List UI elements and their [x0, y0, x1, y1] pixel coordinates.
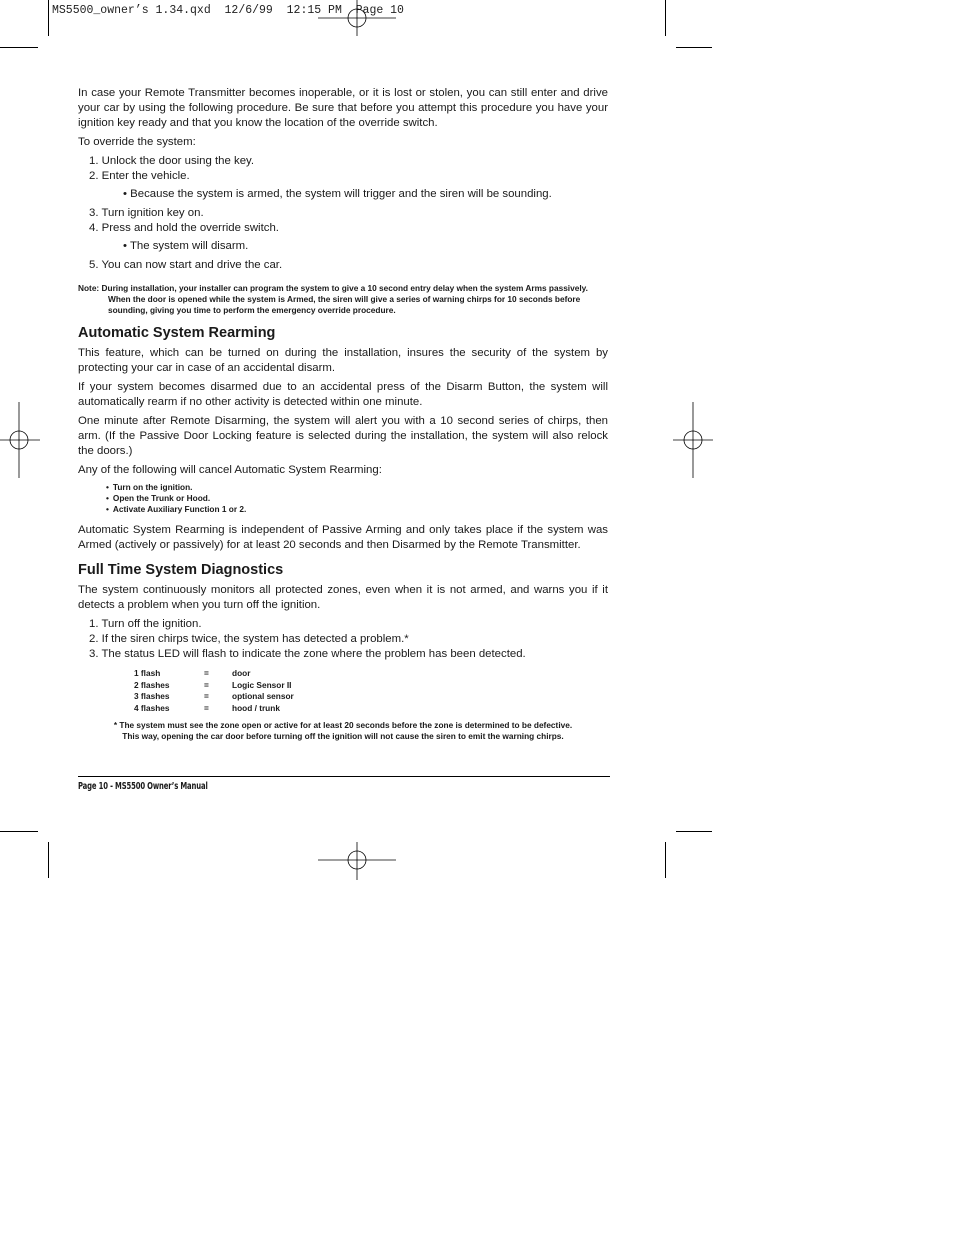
registration-mark-top: [318, 0, 396, 36]
file-slug: MS5500_owner’s 1.34.qxd 12/6/99 12:15 PM Page 10: [52, 4, 404, 17]
table-row: 3 flashes = optional sensor: [134, 691, 294, 701]
override-steps: [78, 258, 608, 273]
override-steps: [78, 206, 608, 236]
section-heading-diagnostics: Full Time System Diagnostics: [78, 562, 284, 578]
list-item: 2. Enter the vehicle.: [89, 170, 190, 182]
footnote: * The system must see the zone open or active for at least 20 seconds before the zone is determined to be defective.: [113, 720, 573, 730]
table-row: 2 flashes = Logic Sensor II: [134, 679, 292, 690]
crop-mark: [665, 842, 666, 878]
diagnostics-paragraph: The system continuously monitors all protected zones, even when it is not armed, and warns you if it detects a problem when you turn off the ignition.: [78, 584, 608, 611]
intro-paragraph: In case your Remote Transmitter becomes inoperable, or it is lost or stolen, you can still enter and drive your car by using the following procedure. Be sure that before you attempt this procedure you have your ignition key ready and that you know the location of the override switch.: [78, 87, 608, 129]
page-content: [78, 86, 608, 742]
list-item: 4. Press and hold the override switch.: [89, 222, 279, 234]
section-heading-rearming: Automatic System Rearming: [78, 325, 276, 341]
table-row: 1 flash = door: [134, 668, 251, 678]
crop-mark: [665, 0, 666, 36]
sub-bullet: • Because the system is armed, the system will trigger and the siren will be sounding.: [123, 188, 552, 200]
rearming-paragraph: One minute after Remote Disarming, the system will alert you with a 10 second series of chirps, then arm. (If the Passive Door Locking feature is selected during the installation, the system will also relock the doors.): [78, 415, 608, 457]
crop-mark: [676, 47, 712, 48]
list-item: 3. The status LED will flash to indicate the zone where the problem has been detected.: [89, 648, 526, 660]
rearming-paragraph: This feature, which can be turned on during the installation, insures the security of the system by protecting your car in case of an accidental disarm.: [78, 347, 608, 374]
crop-mark: [48, 842, 49, 878]
list-item: • Activate Auxiliary Function 1 or 2.: [106, 504, 608, 515]
installation-note: Note: During installation, your installer can program the system to give a 10 second entry delay when the system Arms passively. When the door is opened while the system is Armed, the siren will give a series of warning chirps for 10 seconds before sounding, giving you time to perform the emergency override procedure.: [78, 283, 588, 315]
list-item: 1. Turn off the ignition.: [89, 618, 202, 630]
registration-mark-left: [0, 402, 40, 478]
page-footer: Page 10 - MS5500 Owner’s Manual: [78, 781, 208, 792]
footnote: This way, opening the car door before turning off the ignition will not cause the siren to emit the warning chirps.: [122, 731, 564, 741]
crop-mark: [48, 0, 49, 36]
cancel-conditions-list: [106, 482, 608, 515]
list-item: 2. If the siren chirps twice, the system has detected a problem.*: [89, 633, 409, 645]
list-item: 5. You can now start and drive the car.: [89, 259, 283, 271]
override-steps: [78, 154, 608, 184]
registration-mark-right: [673, 402, 713, 478]
registration-mark-bottom: [318, 842, 396, 880]
rearming-paragraph: Automatic System Rearming is independent of Passive Arming and only takes place if the system was Armed (actively or passively) for at least 20 seconds and then Disarmed by the Remote Transmitter.: [78, 524, 608, 551]
rearming-paragraph: If your system becomes disarmed due to an accidental press of the Disarm Button, the system will automatically rearm if no other activity is detected within one minute.: [78, 381, 608, 408]
sub-bullet: • The system will disarm.: [123, 240, 249, 252]
crop-mark: [676, 831, 712, 832]
override-lead: To override the system:: [78, 136, 196, 148]
flash-code-table: [134, 668, 294, 714]
list-item: 3. Turn ignition key on.: [89, 207, 204, 219]
crop-mark: [0, 47, 38, 48]
table-row: 4 flashes = hood / trunk: [134, 702, 280, 713]
list-item: • Turn on the ignition.: [106, 482, 608, 493]
crop-mark: [0, 831, 38, 832]
list-item: • Open the Trunk or Hood.: [106, 493, 608, 504]
footer-rule: [78, 776, 610, 777]
diagnostics-steps: [78, 617, 608, 662]
list-item: 1. Unlock the door using the key.: [89, 155, 255, 167]
rearming-paragraph: Any of the following will cancel Automatic System Rearming:: [78, 464, 382, 476]
